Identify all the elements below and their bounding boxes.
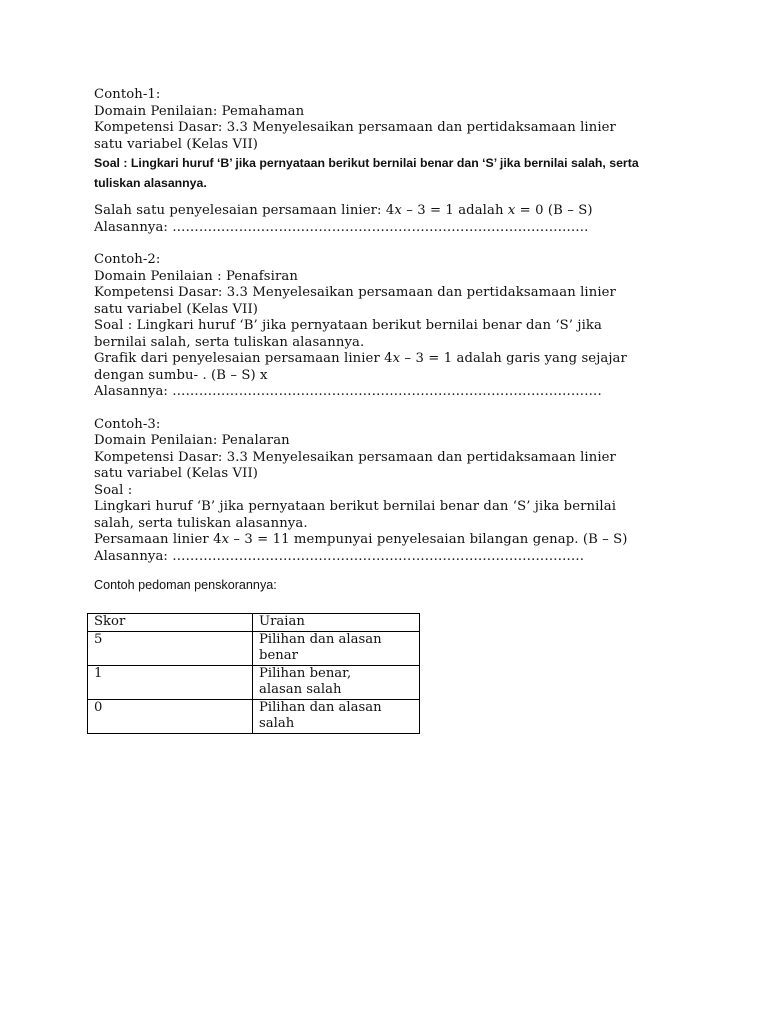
document-body (94, 87, 694, 595)
contoh-3-soal-line1: Lingkari huruf ‘B’ jika pernyataan berikut bernilai benar dan ‘S’ jika bernilai (94, 499, 617, 514)
contoh-1-title: Contoh-1: (94, 87, 161, 102)
table-header-row (88, 614, 420, 632)
scoring-table (87, 613, 420, 734)
contoh-3-soal-line2: salah, serta tuliskan alasannya. (94, 515, 308, 531)
table-row (88, 699, 420, 733)
pedoman-title: Contoh pedoman penskorannya: (94, 578, 277, 592)
contoh-3-section (94, 417, 694, 566)
table-cell-uraian: Pilihan dan alasan benar (253, 631, 420, 665)
contoh-1-section (94, 87, 694, 236)
contoh-1-alasan: Alasannya: …………………………………………………………………………………. (94, 219, 589, 235)
contoh-2-domain: Domain Penilaian : Penafsiran (94, 268, 298, 284)
contoh-3-kd-line2: satu variabel (Kelas VII) (94, 466, 259, 481)
contoh-1-kd-line2: satu variabel (Kelas VII) (94, 136, 259, 152)
contoh-2-statement-line2: dengan sumbu- . (B – S) x (94, 367, 268, 383)
contoh-1-domain: Domain Penilaian: Pemahaman (94, 103, 305, 119)
contoh-1-soal-line1: Soal : Lingkari huruf ‘B’ jika pernyataan berikut bernilai benar dan ‘S’ jika bernilai salah, serta (94, 156, 639, 170)
contoh-2-title: Contoh-2: (94, 252, 161, 267)
table-cell-skor: 1 (88, 665, 253, 699)
contoh-3-title: Contoh-3: (94, 416, 161, 432)
contoh-3-soal-label: Soal : (94, 482, 133, 498)
table-cell-skor: 0 (88, 699, 253, 733)
contoh-3-kd-line1: Kompetensi Dasar: 3.3 Menyelesaikan persamaan dan pertidaksamaan linier (94, 449, 616, 465)
table-cell-uraian: Pilihan dan alasan salah (253, 699, 420, 733)
contoh-1-statement: Salah satu penyelesaian persamaan linier: 4x – 3 = 1 adalah x = 0 (B – S) (94, 203, 593, 218)
table-header-skor: Skor (88, 614, 253, 632)
contoh-3-domain: Domain Penilaian: Penalaran (94, 433, 290, 448)
contoh-2-kd-line1: Kompetensi Dasar: 3.3 Menyelesaikan persamaan dan pertidaksamaan linier (94, 285, 616, 300)
table-header-uraian: Uraian (253, 614, 420, 632)
contoh-1-kd-line1: Kompetensi Dasar: 3.3 Menyelesaikan persamaan dan pertidaksamaan linier (94, 120, 616, 135)
contoh-3-alasan: Alasannya: ………………………………………………………………………………… (94, 548, 585, 564)
contoh-2-soal-line1: Soal : Lingkari huruf ‘B’ jika pernyataan berikut bernilai benar dan ‘S’ jika (94, 318, 602, 333)
contoh-2-statement-line1: Grafik dari penyelesaian persamaan linier 4x – 3 = 1 adalah garis yang sejajar (94, 351, 627, 366)
table-row (88, 631, 420, 665)
contoh-2-kd-line2: satu variabel (Kelas VII) (94, 301, 259, 317)
contoh-2-soal-line2: bernilai salah, serta tuliskan alasannya. (94, 334, 365, 350)
table-cell-uraian: Pilihan benar, alasan salah (253, 665, 420, 699)
table-cell-skor: 5 (88, 631, 253, 665)
contoh-2-section (94, 252, 694, 401)
table-row (88, 665, 420, 699)
contoh-3-statement: Persamaan linier 4x – 3 = 11 mempunyai penyelesaian bilangan genap. (B – S) (94, 532, 628, 547)
contoh-2-alasan: Alasannya: ……………………………………………………………………………………. (94, 384, 602, 399)
contoh-1-soal-line2: tuliskan alasannya. (94, 176, 207, 190)
